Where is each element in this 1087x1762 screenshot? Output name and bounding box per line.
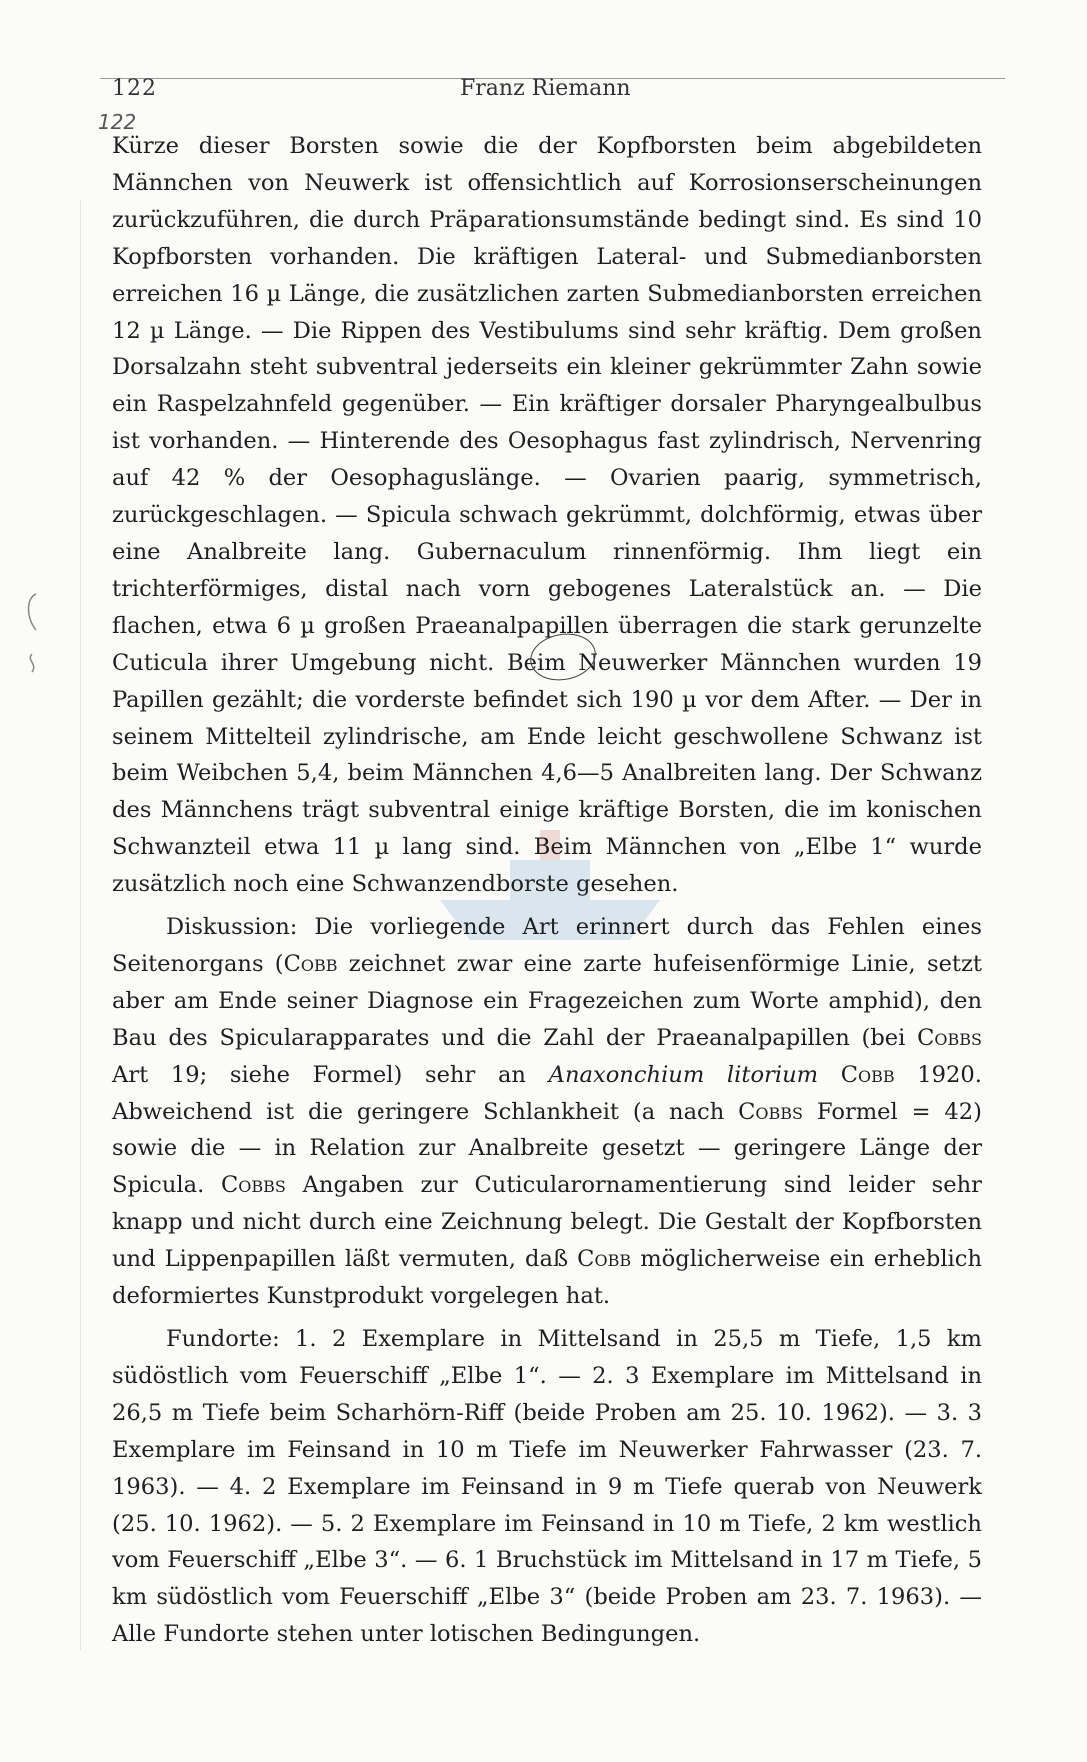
text-run: Fundorte: 1. 2 Exemplare in Mittelsand in 25,5 m Tiefe, 1,5 km südöstlich vom Feuerschiff „Elbe 1“. — 2. 3 Exemplare im Mittelsand in 26,5 m Tiefe beim Scharhörn-Riff (beide Proben am 25. 10. 1962). — 3. 3 Exemplare im Feinsand in 10 m Tiefe im Neuwerker Fahrwasser (23. 7. 1963). — 4. 2 Exemplare im Feinsand in 9 m Tiefe querab von Neuwerk (25. 10. 1962). — 5. 2 Exemplare im Feinsand in 10 m Tiefe, 2 km westlich vom Feuerschiff „Elbe 3“. — 6. 1 Bruchstück im Mittelsand in 17 m Tiefe, 5 km südöstlich vom Feuerschiff „Elbe 3“ (beide Proben am 23. 7. 1963). — Alle Fundorte stehen unter lotischen Bedingungen.: [112, 1326, 982, 1648]
author-name: Cobbs: [220, 1172, 286, 1199]
text-run: 1920. Abweichend ist die geringere Schlankheit (a nach: [112, 1061, 982, 1125]
margin-pencil-mark: [22, 590, 50, 680]
author-name: Cobb: [577, 1246, 632, 1273]
text-run: möglicherweise ein erheblich deformiertes Kunstprodukt vorgelegen hat.: [112, 1246, 982, 1310]
text-run: zeichnet zwar eine zarte hufeisenförmige Linie, setzt aber am Ende seiner Diagnose ein Fragezeichen zum Worte amphid), den Bau des Spicularapparates und die Zahl der Praeanalpapillen (bei: [112, 950, 982, 1051]
author-name: Cobbs: [738, 1098, 804, 1125]
handwritten-page-number: 122: [98, 110, 137, 134]
text-run: Angaben zur Cuticularornamentierung sind leider sehr knapp und nicht durch eine Zeichnung belegt. Die Gestalt der Kopfborsten und Lippenpapillen läßt vermuten, daß: [112, 1172, 982, 1273]
text-run: Art 19; siehe Formel) sehr an: [112, 1061, 549, 1088]
text-run: Kürze dieser Borsten sowie die der Kopfborsten beim abgebildeten Männchen von Neuwerk ist offensichtlich auf Korrosionserscheinungen zurückzuführen, die durch Präparationsumstände bedingt sind. Es sind 10 Kopfborsten vorhanden. Die kräftigen Lateral- und Submedianborsten erreichen 16 µ Länge, die zusätzlichen zarten Submedianborsten erreichen 12 µ Länge. — Die Rippen des Vestibulums sind sehr kräftig. Dem großen Dorsalzahn steht subventral jederseits ein kleiner gekrümmter Zahn sowie ein Raspelzahnfeld gegenüber. — Ein kräftiger dorsaler Pharyngealbulbus ist vorhanden. — Hinterende des Oesophagus fast zylindrisch, Nervenring auf 42 % der Oesophaguslänge. — Ovarien paarig, symmetrisch, zurückgeschlagen. — Spicula schwach gekrümmt, dolchförmig, etwas über eine Analbreite lang. Gubernaculum rinnenförmig. Ihm liegt ein trichterförmiges, distal nach vorn gebogenes Lateralstück an. — Die flachen, etwa 6 µ großen Praeanalpapillen überragen die stark gerunzelte Cuticula ihrer Umgebung nicht. Beim Neuwerker Männchen wurden 19 Papillen gezählt; die vorderste befindet sich 190 µ vor dem After. — Der in seinem Mittelteil zylindrische, am Ende leicht geschwollene Schwanz ist beim Weibchen 5,4, beim Männchen 4,6—5 Analbreiten lang. Der Schwanz des Männchens trägt subventral einige kräftige Borsten, die im konischen Schwanzteil etwa 11 µ lang sind. Beim Männchen von „Elbe 1“ wurde zusätzlich noch eine Schwanzendborste gesehen.: [112, 133, 982, 898]
paragraph-localities: [112, 1321, 982, 1653]
paragraph-discussion: [112, 909, 982, 1315]
paragraph-description: [112, 128, 982, 903]
author-name: Cobb: [283, 950, 338, 977]
body-text: [112, 128, 982, 1653]
author-name: Cobb: [840, 1061, 895, 1088]
text-run: Diskussion: Die vorliegende Art erinnert durch das Fehlen eines Seitenorgans (: [112, 914, 982, 977]
author-name: Cobbs: [917, 1024, 982, 1051]
taxon-name: Anaxonchium litorium: [548, 1061, 819, 1088]
binding-shadow: [80, 200, 81, 1650]
text-run: [818, 1062, 841, 1088]
text-run: Formel = 42) sowie die — in Relation zur Analbreite gesetzt — geringere Länge der Spicula.: [112, 1098, 982, 1199]
running-head-author: Franz Riemann: [460, 76, 631, 101]
page-number: 122: [112, 76, 157, 101]
